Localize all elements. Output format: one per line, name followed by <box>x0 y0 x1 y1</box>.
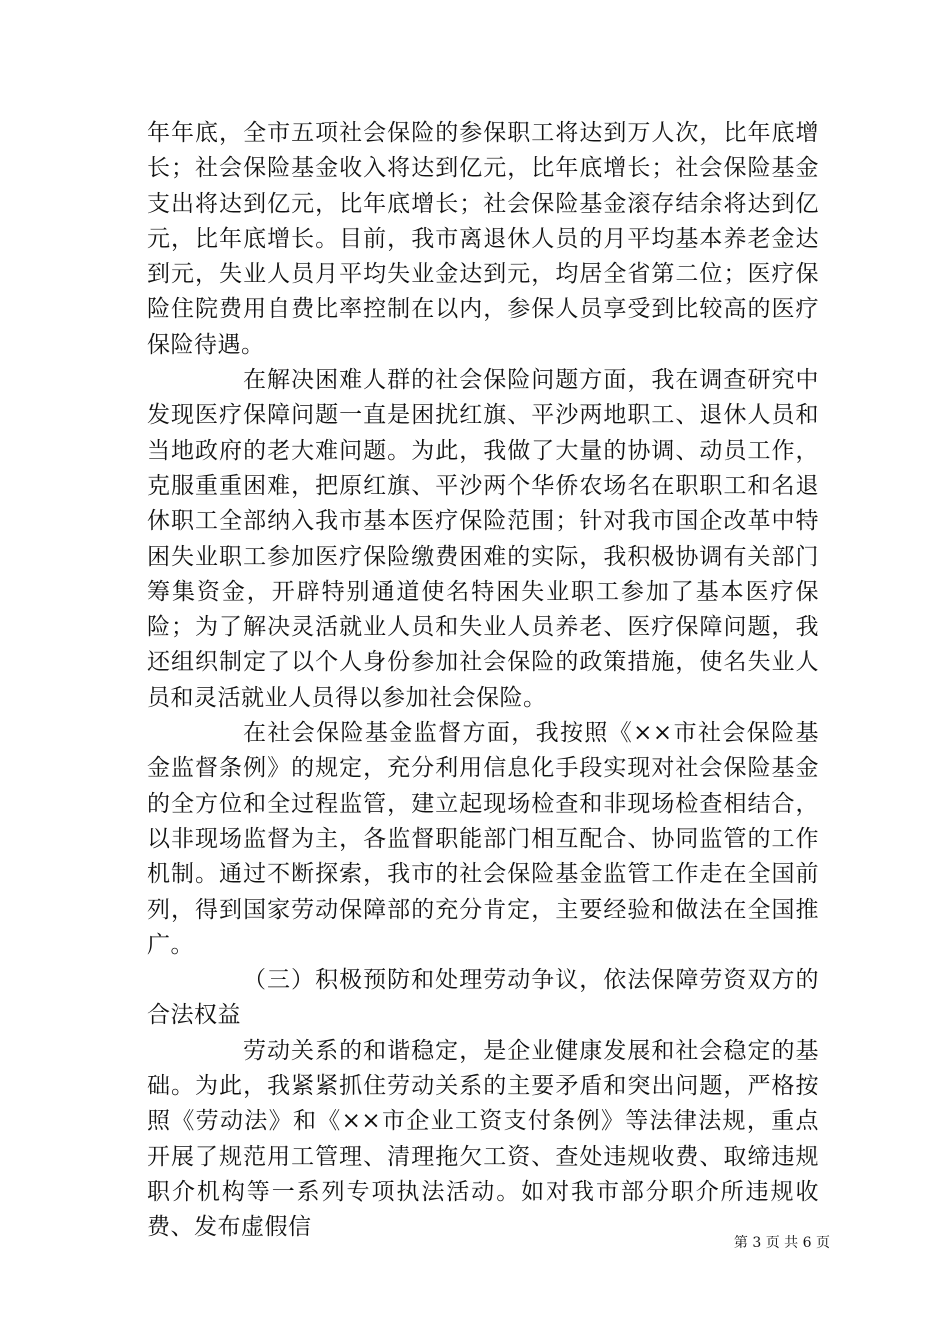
paragraph-labor-relations: 劳动关系的和谐稳定，是企业健康发展和社会稳定的基础。为此，我紧紧抓住劳动关系的主要矛盾和突出问题，严格按照《劳动法》和《××市企业工资支付条例》等法律法规，重点开展了规范用工管理、清理拖欠工资、查处违规收费、取缔违规职介机构等一系列专项执法活动。如对我市部分职介所违规收费、发布虚假信 <box>147 1037 819 1241</box>
paragraph-fund-supervision: 在社会保险基金监督方面，我按照《××市社会保险基金监督条例》的规定，充分利用信息化手段实现对社会保险基金的全方位和全过程监管，建立起现场检查和非现场检查相结合，以非现场监督为主，各监督职能部门相互配合、协同监管的工作机制。通过不断探索，我市的社会保险基金监管工作走在全国前列，得到国家劳动保障部的充分肯定，主要经验和做法在全国推广。 <box>147 720 819 958</box>
document-body <box>147 116 819 1246</box>
section-heading-labor-disputes: （三）积极预防和处理劳动争议，依法保障劳资双方的合法权益 <box>147 967 819 1029</box>
paragraph-difficult-groups-insurance: 在解决困难人群的社会保险问题方面，我在调查研究中发现医疗保障问题一直是困扰红旗、平沙两地职工、退休人员和当地政府的老大难问题。为此，我做了大量的协调、动员工作，克服重重困难，把原红旗、平沙两个华侨农场名在职职工和名退休职工全部纳入我市基本医疗保险范围；针对我市国企改革中特困失业职工参加医疗保险缴费困难的实际，我积极协调有关部门筹集资金，开辟特别通道使名特困失业职工参加了基本医疗保险；为了解决灵活就业人员和失业人员养老、医疗保障问题，我还组织制定了以个人身份参加社会保险的政策措施，使名失业人员和灵活就业人员得以参加社会保险。 <box>147 367 819 711</box>
page-number-footer: 第 3 页 共 6 页 <box>733 1235 830 1251</box>
paragraph-statistics: 年年底，全市五项社会保险的参保职工将达到万人次，比年底增长；社会保险基金收入将达到亿元，比年底增长；社会保险基金支出将达到亿元，比年底增长；社会保险基金滚存结余将达到亿元，比年底增长。目前，我市离退休人员的月平均基本养老金达到元，失业人员月平均失业金达到元，均居全省第二位；医疗保险住院费用自费比率控制在以内，参保人员享受到比较高的医疗保险待遇。 <box>147 120 819 358</box>
